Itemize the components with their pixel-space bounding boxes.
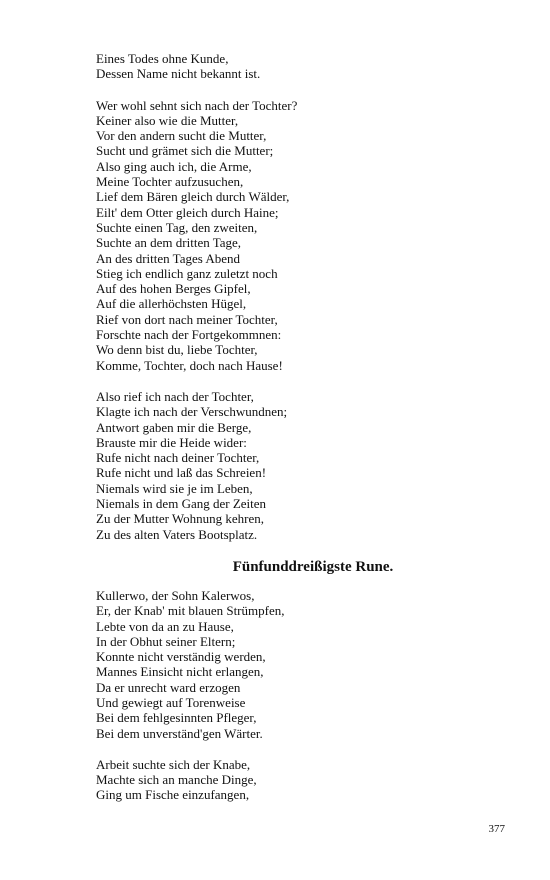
stanza bbox=[96, 51, 516, 82]
verse-line: Mannes Einsicht nicht erlangen, bbox=[96, 664, 264, 680]
stanza-gap bbox=[96, 373, 516, 389]
verse-line: Rief von dort nach meiner Tochter, bbox=[96, 311, 278, 327]
stanza-gap bbox=[96, 741, 516, 757]
verse-line: Er, der Knab' mit blauen Strümpfen, bbox=[96, 603, 285, 619]
stanza bbox=[96, 757, 516, 803]
verse-line: Also ging auch ich, die Arme, bbox=[96, 158, 252, 174]
verse-line: Suchte einen Tag, den zweiten, bbox=[96, 219, 258, 235]
poem-text bbox=[96, 51, 516, 803]
verse-line: Vor den andern sucht die Mutter, bbox=[96, 128, 267, 144]
verse-line: Eilt' dem Otter gleich durch Haine; bbox=[96, 204, 279, 220]
verse-line: Also rief ich nach der Tochter, bbox=[96, 388, 254, 404]
verse-line: Rufe nicht und laß das Schreien! bbox=[96, 465, 267, 481]
verse-line: Keiner also wie die Mutter, bbox=[96, 112, 239, 128]
verse-line: Sucht und grämet sich die Mutter; bbox=[96, 143, 274, 159]
verse-line: Wer wohl sehnt sich nach der Tochter? bbox=[96, 97, 298, 113]
stanza bbox=[96, 98, 516, 373]
verse-line: Eines Todes ohne Kunde, bbox=[96, 51, 229, 66]
stanza-gap bbox=[96, 82, 516, 98]
verse-line: Bei dem fehlgesinnten Pfleger, bbox=[96, 710, 257, 726]
verse-line: Niemals wird sie je im Leben, bbox=[96, 480, 253, 496]
verse-line: Antwort gaben mir die Berge, bbox=[96, 419, 252, 435]
verse-line: Konnte nicht verständig werden, bbox=[96, 649, 266, 665]
verse-line: Klagte ich nach der Verschwundnen; bbox=[96, 404, 288, 420]
verse-line: Zu des alten Vaters Bootsplatz. bbox=[96, 526, 258, 542]
verse-line: Suchte an dem dritten Tage, bbox=[96, 235, 242, 251]
verse-line: Und gewiegt auf Torenweise bbox=[96, 694, 246, 710]
verse-line: Niemals in dem Gang der Zeiten bbox=[96, 496, 267, 512]
verse-line: Forschte nach der Fortgekommnen: bbox=[96, 327, 282, 343]
verse-line: Da er unrecht ward erzogen bbox=[96, 679, 241, 695]
verse-line: Zu der Mutter Wohnung kehren, bbox=[96, 511, 265, 527]
verse-line: Stieg ich endlich ganz zuletzt noch bbox=[96, 265, 278, 281]
verse-line: Ging um Fische einzufangen, bbox=[96, 787, 250, 803]
page-number: 377 bbox=[488, 823, 505, 835]
verse-line: Lief dem Bären gleich durch Wälder, bbox=[96, 189, 290, 205]
verse-line: Lebte von da an zu Hause, bbox=[96, 618, 234, 634]
verse-line: Arbeit suchte sich der Knabe, bbox=[96, 756, 251, 772]
verse-line: An des dritten Tages Abend bbox=[96, 250, 240, 266]
stanza bbox=[96, 389, 516, 542]
verse-line: Auf die allerhöchsten Hügel, bbox=[96, 296, 247, 312]
verse-line: Bei dem unverständ'gen Wärter. bbox=[96, 725, 263, 741]
verse-line: Auf des hohen Berges Gipfel, bbox=[96, 281, 251, 297]
verse-line: Kullerwo, der Sohn Kalerwos, bbox=[96, 587, 255, 603]
verse-line: Rufe nicht nach deiner Tochter, bbox=[96, 450, 260, 466]
verse-line: Wo denn bist du, liebe Tochter, bbox=[96, 342, 258, 358]
rune-heading: Fünfunddreißigste Rune. bbox=[232, 558, 394, 575]
verse-line: In der Obhut seiner Eltern; bbox=[96, 633, 236, 649]
stanza bbox=[96, 588, 516, 741]
verse-line: Brauste mir die Heide wider: bbox=[96, 434, 247, 450]
verse-line: Komme, Tochter, doch nach Hause! bbox=[96, 357, 283, 373]
verse-line: Machte sich an manche Dinge, bbox=[96, 772, 257, 788]
verse-line: Meine Tochter aufzusuchen, bbox=[96, 174, 244, 190]
verse-line: Dessen Name nicht bekannt ist. bbox=[96, 66, 261, 82]
